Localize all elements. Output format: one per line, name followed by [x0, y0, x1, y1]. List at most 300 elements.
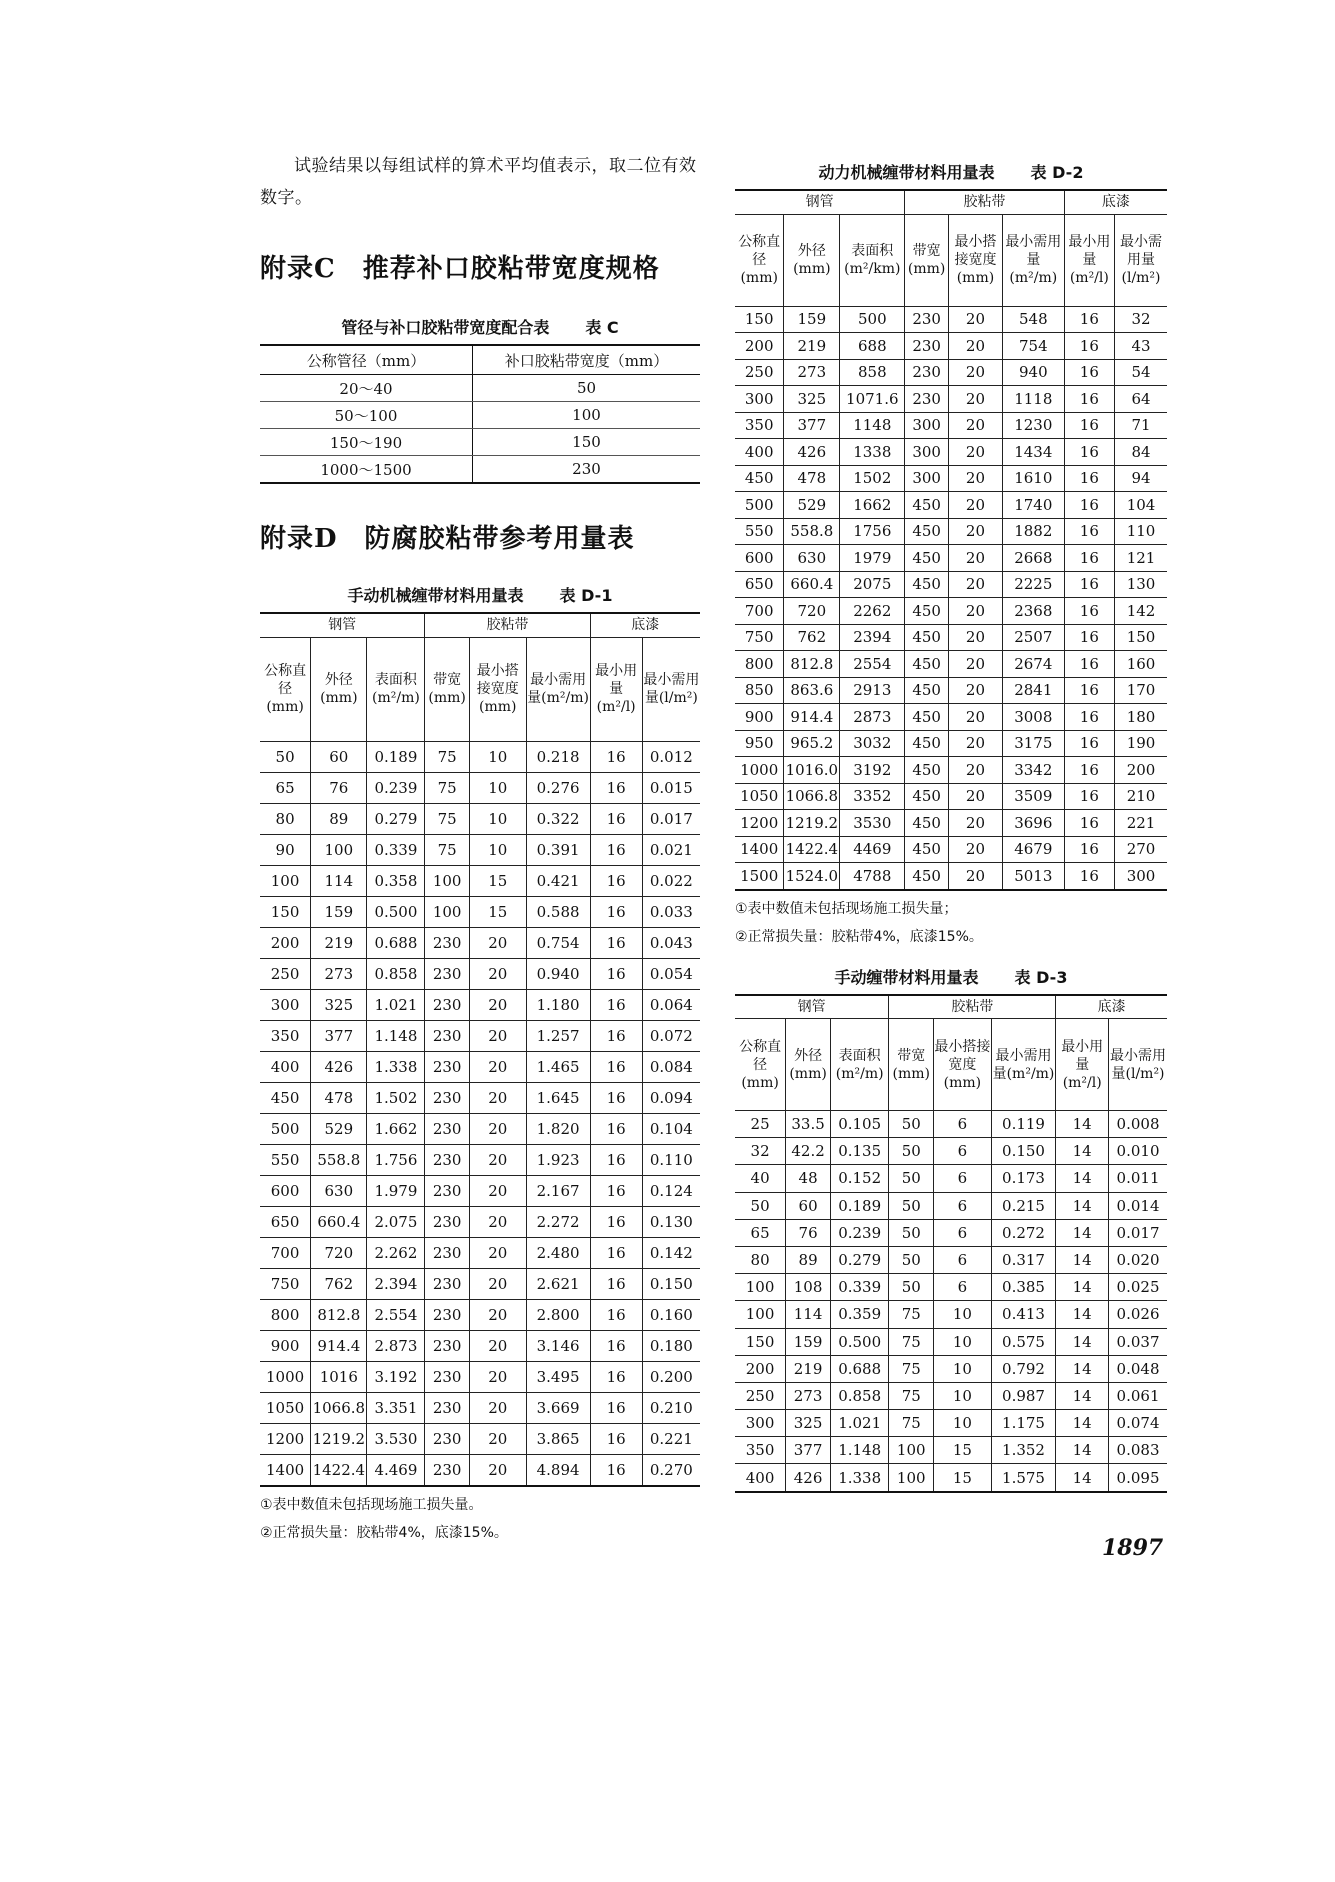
table-cell: 20	[469, 958, 526, 989]
table-cell: 1.352	[991, 1437, 1056, 1464]
table-number: 表 D-2	[1030, 163, 1084, 182]
table-row	[260, 1113, 700, 1144]
table-cell: 1740	[1002, 492, 1064, 519]
table-cell: 0.017	[1109, 1219, 1167, 1246]
table-cell: 0.124	[642, 1175, 700, 1206]
table-cell: 0.022	[642, 865, 700, 896]
table-cell: 0.021	[642, 834, 700, 865]
table-cell: 4.894	[526, 1454, 590, 1486]
table-cell: 800	[260, 1299, 311, 1330]
table-cell: 16	[590, 927, 642, 958]
table-cell: 1.021	[831, 1410, 889, 1437]
table-cell: 5013	[1002, 863, 1064, 890]
table-cell: 0.270	[642, 1454, 700, 1486]
table-row	[735, 1192, 1167, 1219]
table-cell: 50	[473, 375, 701, 402]
table-row	[260, 1175, 700, 1206]
table-cell: 500	[260, 1113, 311, 1144]
table-cell: 1219.2	[311, 1423, 367, 1454]
table-cell: 2.480	[526, 1237, 590, 1268]
table-cell: 159	[311, 896, 367, 927]
table-row	[260, 1454, 700, 1486]
table-cell: 230	[425, 958, 470, 989]
table-cell: 0.061	[1109, 1382, 1167, 1409]
table-cell: 4788	[840, 863, 905, 890]
table-cell: 0.413	[991, 1301, 1056, 1328]
table-cell: 426	[311, 1051, 367, 1082]
table-row	[735, 1301, 1167, 1328]
table-cell: 0.339	[831, 1274, 889, 1301]
table-cell: 0.858	[831, 1382, 889, 1409]
table-cell: 100	[889, 1464, 934, 1492]
table-cell: 60	[311, 741, 367, 772]
table-cell: 863.6	[784, 677, 840, 704]
table-d3-caption	[735, 965, 1167, 988]
table-cell: 350	[260, 1020, 311, 1051]
table-cell: 230	[425, 1113, 470, 1144]
table-row	[735, 1355, 1167, 1382]
table-cell: 3.192	[367, 1361, 425, 1392]
table-cell: 100	[473, 402, 701, 429]
group-header: 底漆	[590, 613, 700, 637]
table-cell: 20	[948, 465, 1002, 492]
table-cell: 400	[735, 439, 784, 466]
table-row	[260, 1051, 700, 1082]
table-cell: 221	[1115, 810, 1167, 837]
table-cell: 10	[934, 1328, 992, 1355]
table-cell: 0.322	[526, 803, 590, 834]
table-cell: 558.8	[784, 518, 840, 545]
table-cell: 20	[948, 757, 1002, 784]
table-cell: 20	[948, 386, 1002, 413]
table-cell: 1050	[260, 1392, 311, 1423]
table-cell: 2841	[1002, 677, 1064, 704]
table-cell: 450	[905, 757, 949, 784]
table-cell: 20	[948, 651, 1002, 678]
table-cell: 150	[735, 306, 784, 333]
table-cell: 2913	[840, 677, 905, 704]
table-cell: 0.008	[1109, 1111, 1167, 1138]
table-cell: 2554	[840, 651, 905, 678]
table-cell: 108	[786, 1274, 831, 1301]
table-cell: 150	[473, 429, 701, 456]
table-cell: 110	[1115, 518, 1167, 545]
table-cell: 1.923	[526, 1144, 590, 1175]
table-cell: 1400	[735, 836, 784, 863]
table-cell: 0.012	[642, 741, 700, 772]
table-cell: 14	[1056, 1192, 1109, 1219]
column-header: 公称直径(mm)	[735, 1019, 786, 1111]
table-cell: 230	[905, 333, 949, 360]
table-cell: 32	[1115, 306, 1167, 333]
table-cell: 1.175	[991, 1410, 1056, 1437]
table-cell: 2394	[840, 624, 905, 651]
table-cell: 230	[425, 1082, 470, 1113]
table-cell: 550	[735, 518, 784, 545]
table-cell: 20	[948, 863, 1002, 890]
table-cell: 1118	[1002, 386, 1064, 413]
table-cell: 6	[934, 1192, 992, 1219]
page-number: 1897	[1102, 1535, 1164, 1561]
table-cell: 16	[1064, 333, 1114, 360]
table-cell: 10	[469, 741, 526, 772]
table-row	[735, 836, 1167, 863]
table-cell: 1434	[1002, 439, 1064, 466]
table-cell: 0.421	[526, 865, 590, 896]
table-cell: 3192	[840, 757, 905, 784]
table-cell: 230	[425, 1020, 470, 1051]
table-cell: 450	[905, 704, 949, 731]
table-cell: 16	[1064, 386, 1114, 413]
table-row	[260, 1237, 700, 1268]
table-cell: 114	[786, 1301, 831, 1328]
table-cell: 630	[784, 545, 840, 572]
table-cell: 478	[311, 1082, 367, 1113]
table-cell: 20	[948, 545, 1002, 572]
table-cell: 16	[1064, 624, 1114, 651]
table-cell: 75	[425, 834, 470, 865]
table-cell: 16	[590, 772, 642, 803]
table-cell: 60	[786, 1192, 831, 1219]
table-cell: 14	[1056, 1301, 1109, 1328]
table-cell: 400	[260, 1051, 311, 1082]
table-cell: 20	[469, 1237, 526, 1268]
table-cell: 16	[590, 1051, 642, 1082]
table-cell: 660.4	[784, 571, 840, 598]
table-cell: 0.011	[1109, 1165, 1167, 1192]
column-header: 最小搭接宽度(mm)	[948, 214, 1002, 306]
group-header: 胶粘带	[905, 190, 1064, 214]
table-cell: 1.756	[367, 1144, 425, 1175]
header-group-row	[735, 995, 1167, 1019]
table-cell: 16	[590, 1144, 642, 1175]
column-header: 公称直径(mm)	[735, 214, 784, 306]
table-cell: 270	[1115, 836, 1167, 863]
table-cell: 0.104	[642, 1113, 700, 1144]
table-cell: 0.359	[831, 1301, 889, 1328]
table-cell: 0.152	[831, 1165, 889, 1192]
column-header: 外径(mm)	[786, 1019, 831, 1111]
table-cell: 550	[260, 1144, 311, 1175]
table-cell: 914.4	[311, 1330, 367, 1361]
column-header: 最小需用量(m²/m)	[1002, 214, 1064, 306]
table-row	[735, 1382, 1167, 1409]
caption-text: 动力机械缠带材料用量表	[818, 163, 995, 182]
table-cell: 450	[905, 810, 949, 837]
table-cell: 10	[934, 1355, 992, 1382]
table-cell: 100	[260, 865, 311, 896]
table-cell: 965.2	[784, 730, 840, 757]
table-cell: 16	[1064, 730, 1114, 757]
table-cell: 3.351	[367, 1392, 425, 1423]
table-cell: 1066.8	[311, 1392, 367, 1423]
table-cell: 3.530	[367, 1423, 425, 1454]
table-cell: 0.014	[1109, 1192, 1167, 1219]
table-cell: 230	[905, 386, 949, 413]
table-cell: 20	[469, 1020, 526, 1051]
table-cell: 0.094	[642, 1082, 700, 1113]
table-cell: 750	[260, 1268, 311, 1299]
table-cell: 0.239	[831, 1219, 889, 1246]
table-cell: 16	[1064, 306, 1114, 333]
table-cell: 20	[948, 571, 1002, 598]
table-cell: 75	[889, 1355, 934, 1382]
table-cell: 1.465	[526, 1051, 590, 1082]
table-cell: 2.554	[367, 1299, 425, 1330]
table-cell: 1610	[1002, 465, 1064, 492]
table-cell: 0.754	[526, 927, 590, 958]
table-cell: 84	[1115, 439, 1167, 466]
table-row	[735, 757, 1167, 784]
table-cell: 210	[1115, 783, 1167, 810]
table-cell: 15	[469, 896, 526, 927]
table-row	[735, 624, 1167, 651]
table-cell: 0.026	[1109, 1301, 1167, 1328]
table-cell: 1016.0	[784, 757, 840, 784]
table-cell: 20	[469, 1299, 526, 1330]
table-cell: 3509	[1002, 783, 1064, 810]
table-cell: 230	[425, 1051, 470, 1082]
table-d1-caption	[260, 583, 700, 606]
table-cell: 16	[590, 1206, 642, 1237]
table-cell: 1.148	[831, 1437, 889, 1464]
table-cell: 20	[469, 1268, 526, 1299]
table-cell: 0.135	[831, 1138, 889, 1165]
table-cell: 16	[1064, 598, 1114, 625]
table-cell: 219	[786, 1355, 831, 1382]
table-cell: 500	[735, 492, 784, 519]
column-header: 补口胶粘带宽度（mm）	[473, 345, 701, 375]
table-cell: 230	[425, 1423, 470, 1454]
group-header: 胶粘带	[425, 613, 590, 637]
column-header: 最小用量(m²/l)	[1064, 214, 1114, 306]
table-cell: 20	[469, 1423, 526, 1454]
table-cell: 529	[311, 1113, 367, 1144]
column-header: 外径(mm)	[311, 637, 367, 741]
table-cell: 150～190	[260, 429, 473, 456]
table-cell: 450	[905, 492, 949, 519]
table-cell: 450	[905, 598, 949, 625]
table-cell: 273	[786, 1382, 831, 1409]
column-header: 最小搭接宽度(mm)	[934, 1019, 992, 1111]
table-cell: 20	[469, 1113, 526, 1144]
table-row	[735, 651, 1167, 678]
table-cell: 0.064	[642, 989, 700, 1020]
table-cell: 10	[934, 1301, 992, 1328]
table-cell: 1.021	[367, 989, 425, 1020]
table-cell: 720	[784, 598, 840, 625]
table-cell: 2.800	[526, 1299, 590, 1330]
table-cell: 1.180	[526, 989, 590, 1020]
table-cell: 159	[786, 1328, 831, 1355]
table-cell: 160	[1115, 651, 1167, 678]
table-cell: 0.173	[991, 1165, 1056, 1192]
table-cell: 50	[889, 1246, 934, 1273]
column-header: 最小用量(m²/l)	[1056, 1019, 1109, 1111]
table-cell: 230	[473, 456, 701, 484]
table-cell: 20	[948, 677, 1002, 704]
table-row	[260, 1299, 700, 1330]
table-cell: 6	[934, 1219, 992, 1246]
table-cell: 0.987	[991, 1382, 1056, 1409]
table-cell: 1071.6	[840, 386, 905, 413]
table-cell: 450	[905, 836, 949, 863]
table-cell: 350	[735, 412, 784, 439]
table-cell: 700	[735, 598, 784, 625]
table-cell: 150	[260, 896, 311, 927]
table-cell: 16	[1064, 783, 1114, 810]
table-cell: 0.025	[1109, 1274, 1167, 1301]
table-cell: 0.033	[642, 896, 700, 927]
table-cell: 2.262	[367, 1237, 425, 1268]
table-cell: 20	[948, 836, 1002, 863]
table-cell: 65	[735, 1219, 786, 1246]
table-row	[260, 456, 700, 484]
table-cell: 15	[469, 865, 526, 896]
column-header: 最小需用量(m²/m)	[526, 637, 590, 741]
table-cell: 230	[425, 1330, 470, 1361]
table-cell: 1.662	[367, 1113, 425, 1144]
table-cell: 900	[735, 704, 784, 731]
table-row	[260, 402, 700, 429]
table-cell: 0.180	[642, 1330, 700, 1361]
right-column	[735, 160, 1167, 1493]
table-cell: 1422.4	[784, 836, 840, 863]
table-cell: 230	[905, 306, 949, 333]
table-cell: 230	[425, 989, 470, 1020]
table-cell: 230	[425, 927, 470, 958]
table-cell: 100	[425, 865, 470, 896]
table-cell: 1230	[1002, 412, 1064, 439]
table-cell: 16	[1064, 359, 1114, 386]
table-cell: 325	[311, 989, 367, 1020]
table-cell: 16	[590, 834, 642, 865]
table-cell: 16	[1064, 704, 1114, 731]
table-row	[260, 1020, 700, 1051]
table-cell: 20	[469, 1330, 526, 1361]
table-row	[735, 1138, 1167, 1165]
table-row	[260, 1206, 700, 1237]
table-cell: 230	[905, 359, 949, 386]
table-cell: 16	[1064, 518, 1114, 545]
table-cell: 600	[260, 1175, 311, 1206]
column-header: 最小用量(m²/l)	[590, 637, 642, 741]
table-cell: 200	[260, 927, 311, 958]
header-column-row	[260, 637, 700, 741]
table-row	[260, 1423, 700, 1454]
table-cell: 250	[260, 958, 311, 989]
table-cell: 2075	[840, 571, 905, 598]
table-cell: 300	[735, 386, 784, 413]
table-cell: 89	[786, 1246, 831, 1273]
table-row	[260, 834, 700, 865]
table-cell: 0.317	[991, 1246, 1056, 1273]
table-cell: 1000～1500	[260, 456, 473, 484]
table-cell: 3530	[840, 810, 905, 837]
table-row	[735, 545, 1167, 572]
table-cell: 2507	[1002, 624, 1064, 651]
table-cell: 0.272	[991, 1219, 1056, 1246]
table-cell: 300	[1115, 863, 1167, 890]
table-cell: 858	[840, 359, 905, 386]
table-cell: 50～100	[260, 402, 473, 429]
table-cell: 3.669	[526, 1392, 590, 1423]
table-cell: 20	[948, 783, 1002, 810]
table-cell: 377	[311, 1020, 367, 1051]
table-cell: 0.358	[367, 865, 425, 896]
table-cell: 16	[1064, 651, 1114, 678]
table-cell: 0.221	[642, 1423, 700, 1454]
table-cell: 1400	[260, 1454, 311, 1486]
table-cell: 20	[469, 1454, 526, 1486]
table-cell: 0.200	[642, 1361, 700, 1392]
table-cell: 142	[1115, 598, 1167, 625]
table-cell: 3352	[840, 783, 905, 810]
table-cell: 0.020	[1109, 1246, 1167, 1273]
table-cell: 529	[784, 492, 840, 519]
table-cell: 16	[590, 1082, 642, 1113]
table-cell: 20	[469, 1175, 526, 1206]
table-cell: 1200	[260, 1423, 311, 1454]
table-cell: 50	[260, 741, 311, 772]
table-cell: 1.645	[526, 1082, 590, 1113]
table-cell: 0.043	[642, 927, 700, 958]
table-cell: 14	[1056, 1274, 1109, 1301]
table-row	[735, 1165, 1167, 1192]
table-cell: 478	[784, 465, 840, 492]
table-cell: 1524.0	[784, 863, 840, 890]
table-cell: 16	[590, 865, 642, 896]
table-cell: 20	[948, 333, 1002, 360]
table-row	[260, 741, 700, 772]
table-cell: 14	[1056, 1410, 1109, 1437]
table-cell: 90	[260, 834, 311, 865]
table-cell: 75	[889, 1301, 934, 1328]
table-cell: 2368	[1002, 598, 1064, 625]
table-cell: 14	[1056, 1219, 1109, 1246]
table-cell: 0.150	[642, 1268, 700, 1299]
table-cell: 16	[590, 989, 642, 1020]
table-cell: 600	[735, 545, 784, 572]
table-cell: 0.072	[642, 1020, 700, 1051]
table-cell: 0.110	[642, 1144, 700, 1175]
table-cell: 20	[469, 1082, 526, 1113]
column-header: 表面积(m²/m)	[831, 1019, 889, 1111]
table-cell: 250	[735, 359, 784, 386]
table-cell: 230	[425, 1454, 470, 1486]
table-cell: 50	[889, 1192, 934, 1219]
table-cell: 0.119	[991, 1111, 1056, 1138]
table-cell: 0.792	[991, 1355, 1056, 1382]
table-cell: 16	[590, 1175, 642, 1206]
table-cell: 200	[735, 1355, 786, 1382]
table-cell: 0.391	[526, 834, 590, 865]
table-cell: 0.218	[526, 741, 590, 772]
table-cell: 20	[948, 439, 1002, 466]
table-cell: 75	[889, 1382, 934, 1409]
table-cell: 76	[786, 1219, 831, 1246]
table-cell: 16	[590, 896, 642, 927]
table-note: ①表中数值未包括现场施工损失量；	[735, 900, 958, 917]
table-cell: 650	[260, 1206, 311, 1237]
column-header: 外径(mm)	[784, 214, 840, 306]
table-cell: 16	[590, 1020, 642, 1051]
group-header: 底漆	[1056, 995, 1167, 1019]
table-cell: 3696	[1002, 810, 1064, 837]
table-cell: 0.858	[367, 958, 425, 989]
table-cell: 20	[948, 306, 1002, 333]
table-row	[735, 386, 1167, 413]
